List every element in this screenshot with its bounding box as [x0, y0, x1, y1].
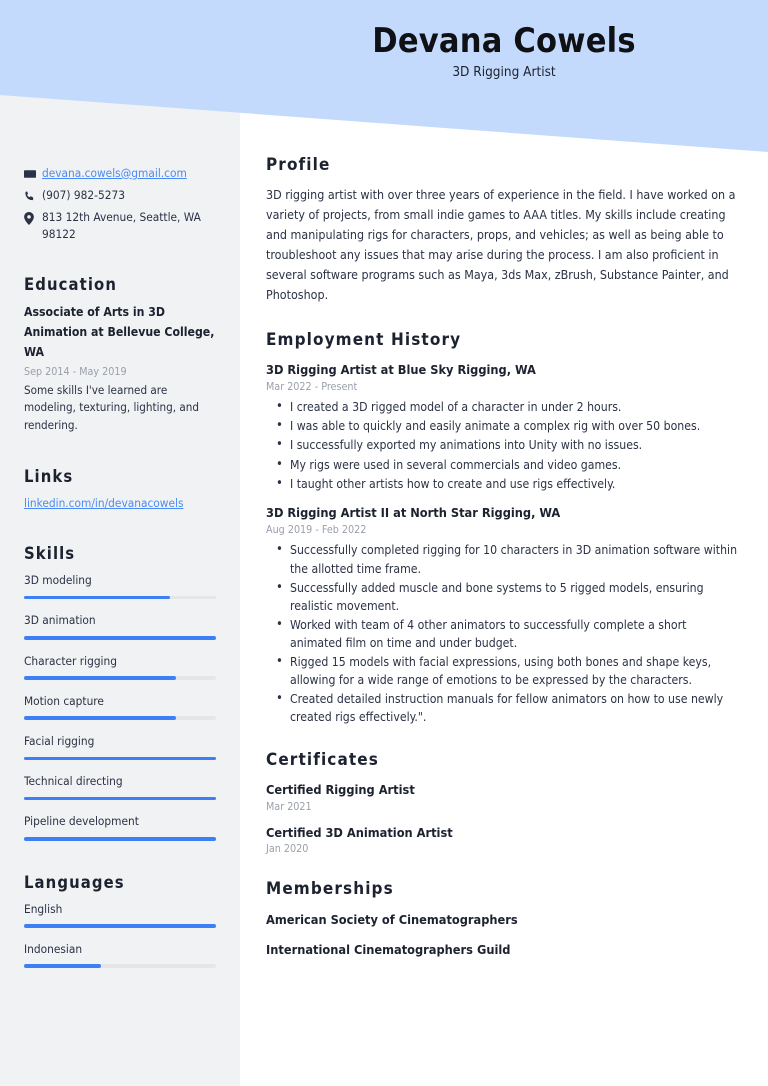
skill-bar-fill: [24, 797, 216, 801]
skill-item: [24, 733, 216, 760]
list-item: • Successfully completed rigging for 10 characters in 3D animation software within the allotted time frame.: [266, 541, 740, 577]
job-title: 3D Rigging Artist: [452, 64, 556, 81]
skill-item: [24, 773, 216, 800]
skill-bar-track: [24, 757, 216, 761]
links-heading: Links: [24, 466, 74, 486]
list-item: • My rigs were used in several commercials and video games.: [266, 456, 740, 474]
address-text: 813 12th Avenue, Seattle, WA 98122: [42, 210, 201, 242]
skill-bar-fill: [24, 837, 216, 841]
memberships-heading: Memberships: [266, 879, 394, 900]
employment-date: Aug 2019 - Feb 2022: [266, 523, 367, 537]
skill-bar-track: [24, 636, 216, 640]
page-title: Devana Cowels: [372, 21, 636, 61]
main-content: [240, 0, 768, 959]
skill-item: [24, 653, 216, 680]
list-item: • I was able to quickly and easily animate a complex rig with over 50 bones.: [266, 417, 740, 435]
skill-label: 3D animation: [24, 613, 96, 628]
skill-bar-track: [24, 797, 216, 801]
contact-item-phone: [24, 187, 216, 204]
language-bar-fill: [24, 924, 216, 928]
employment-entry: [266, 361, 740, 493]
list-item: • Rigged 15 models with facial expressions, using both bones and shape keys, allowing for a wide range of emotions to be expressed by the characters.: [266, 653, 740, 689]
employment-title: 3D Rigging Artist II at North Star Rigging, WA: [266, 504, 561, 520]
location-pin-icon: [24, 209, 42, 225]
list-item: • Created detailed instruction manuals for fellow animators on how to use newly created rigs effectively.".: [266, 690, 740, 726]
language-bar-track: [24, 924, 216, 928]
linkedin-link[interactable]: linkedin.com/in/devanacowels: [24, 495, 184, 510]
skill-label: Motion capture: [24, 693, 104, 708]
list-item: • Successfully added muscle and bone systems to 5 rigged models, ensuring realistic movement.: [266, 579, 740, 615]
list-item: • Worked with team of 4 other animators to successfully complete a short animated film on time and under budget.: [266, 616, 740, 652]
profile-heading: Profile: [266, 155, 331, 175]
skill-item: [24, 572, 216, 599]
language-bar-track: [24, 964, 216, 968]
contact-item-email[interactable]: [24, 165, 216, 182]
education-date: Sep 2014 - May 2019: [24, 364, 127, 378]
employment-heading: Employment History: [266, 329, 462, 350]
employment-date: Mar 2022 - Present: [266, 380, 358, 394]
certificates-section: [266, 750, 740, 856]
education-description: Some skills I've learned are modeling, texturing, lighting, and rendering.: [24, 382, 199, 432]
skill-label: Pipeline development: [24, 814, 139, 829]
skill-bar-fill: [24, 596, 170, 600]
contact-list: [24, 165, 216, 243]
skill-label: Facial rigging: [24, 733, 95, 748]
skill-item: [24, 693, 216, 720]
contact-item-address: [24, 209, 216, 243]
sidebar: [0, 0, 240, 981]
skill-bar-track: [24, 716, 216, 720]
employment-bullets: [266, 541, 740, 725]
skill-bar-track: [24, 596, 216, 600]
list-item: • I successfully exported my animations into Unity with no issues.: [266, 436, 740, 454]
education-heading: Education: [24, 275, 118, 295]
education-entry: [24, 303, 216, 434]
language-bar-fill: [24, 964, 101, 968]
memberships-section: [266, 879, 740, 959]
profile-section: [266, 155, 740, 306]
language-label: English: [24, 901, 63, 916]
certificates-heading: Certificates: [266, 749, 379, 770]
certificate-title: Certified 3D Animation Artist: [266, 824, 453, 840]
phone-text: (907) 982-5273: [42, 188, 125, 203]
list-item: • I created a 3D rigged model of a character in under 2 hours.: [266, 398, 740, 416]
employment-entry: [266, 504, 740, 726]
skill-bar-fill: [24, 757, 216, 761]
language-label: Indonesian: [24, 941, 83, 956]
education-title: Associate of Arts in 3D Animation at Bellevue College, WA: [24, 305, 215, 359]
skills-heading: Skills: [24, 544, 76, 564]
membership-item: American Society of Cinematographers: [266, 912, 518, 928]
list-item: • I taught other artists how to create and use rigs effectively.: [266, 475, 740, 493]
skill-bar-fill: [24, 636, 216, 640]
skill-bar-track: [24, 676, 216, 680]
skill-label: Character rigging: [24, 653, 117, 668]
profile-text: 3D rigging artist with over three years of experience in the field. I have worked on a variety of projects, from small indie games to AAA titles. My skills include creating and manipulating rigs for characters, props, and vehicles; as well as being able to troubleshoot any issues that may arise during the process. I am also proficient in several software programs such as Maya, 3ds Max, zBrush, Substance Painter, and Photoshop.: [266, 187, 736, 303]
languages-heading: Languages: [24, 872, 125, 892]
email-text: [42, 165, 187, 182]
skill-bar-fill: [24, 676, 176, 680]
skill-label: 3D modeling: [24, 573, 92, 588]
email-link[interactable]: devana.cowels@gmail.com: [42, 166, 187, 180]
certificate-date: Jan 2020: [266, 842, 309, 856]
employment-section: [266, 330, 740, 726]
skill-label: Technical directing: [24, 774, 123, 789]
languages-list: [24, 901, 216, 968]
employment-bullets: [266, 398, 740, 492]
phone-icon: [24, 187, 42, 202]
membership-item: International Cinematographers Guild: [266, 942, 511, 958]
certificate-entry: [266, 781, 740, 813]
skill-bar-fill: [24, 716, 176, 720]
skills-list: [24, 572, 216, 840]
employment-title: 3D Rigging Artist at Blue Sky Rigging, WA: [266, 361, 536, 377]
language-item: [24, 941, 216, 968]
envelope-icon: [24, 165, 42, 180]
skill-item: [24, 813, 216, 840]
language-item: [24, 901, 216, 928]
certificate-title: Certified Rigging Artist: [266, 781, 415, 797]
certificate-entry: [266, 824, 740, 856]
skill-item: [24, 612, 216, 639]
certificate-date: Mar 2021: [266, 799, 312, 813]
skill-bar-track: [24, 837, 216, 841]
